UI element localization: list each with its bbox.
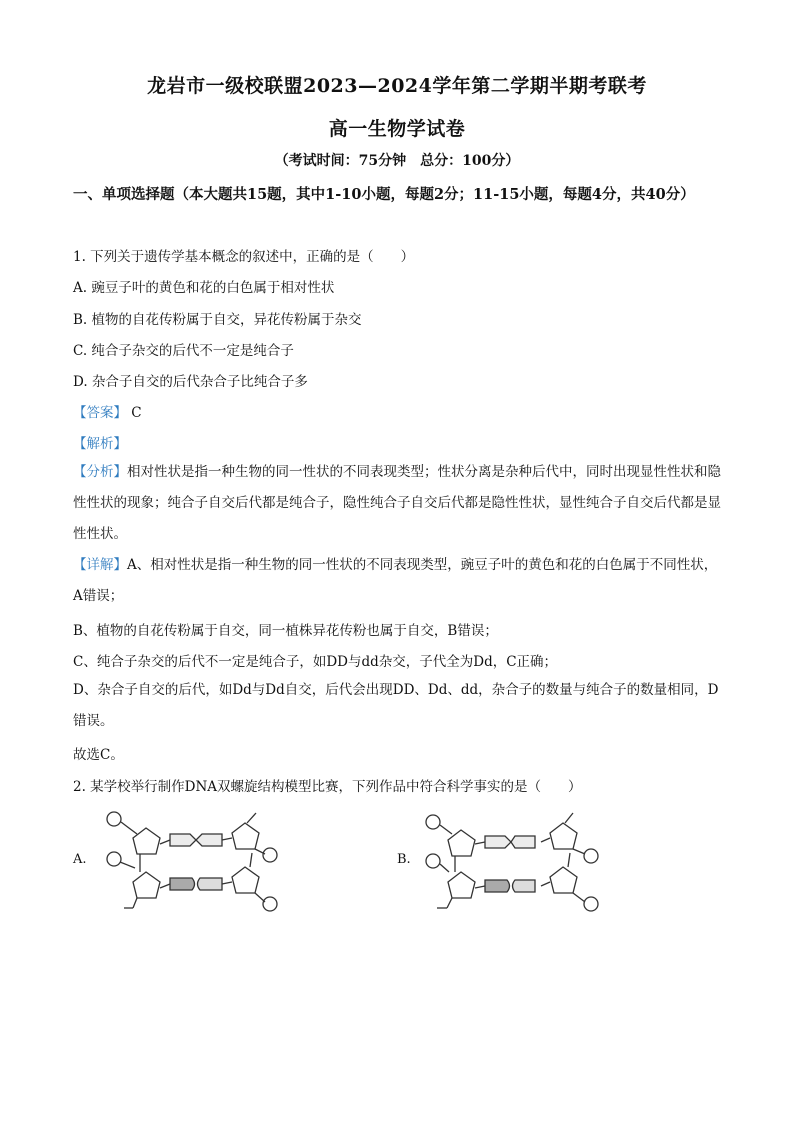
deoxyribose-icon — [550, 823, 577, 849]
deoxyribose-icon — [232, 823, 259, 849]
deoxyribose-icon — [133, 828, 160, 854]
deoxyribose-icon — [550, 867, 577, 893]
deoxyribose-icon — [448, 872, 475, 898]
xiangjie-tag: 【详解】 — [73, 557, 127, 573]
analysis-line — [73, 432, 127, 452]
fenxi-tag: 【分析】 — [73, 464, 127, 480]
dna-model-b-diagram — [423, 808, 603, 918]
deoxyribose-icon — [133, 872, 160, 898]
detail-b: B、植物的自花传粉属于自交，同一植株异花传粉也属于自交，B错误； — [73, 623, 498, 639]
question-1-stem: 1. 下列关于遗传学基本概念的叙述中，正确的是（ ） — [73, 249, 415, 265]
detail-c: C、纯合子杂交的后代不一定是纯合子，如DD与dd杂交，子代全为Dd，C正确； — [73, 654, 558, 670]
answer-value: C — [131, 405, 142, 421]
phosphate-icon — [107, 852, 121, 866]
answer-line — [73, 401, 142, 421]
conclusion: 故选C。 — [73, 747, 124, 763]
analysis-paragraph — [73, 457, 723, 550]
fenxi-text: 相对性状是指一种生物的同一性状的不同表现类型；性状分离是杂种后代中，同时出现显性性状和隐性性状的现象；纯合子自交后代都是纯合子，隐性纯合子自交后代都是隐性性状，显性纯合子自交后代都是显性性状。 — [73, 464, 721, 542]
exam-title: 龙岩市一级校联盟2023—2024学年第二学期半期考联考 — [147, 75, 647, 97]
detail-d: D、杂合子自交的后代，如Dd与Dd自交，后代会出现DD、Dd、dd，杂合子的数量与纯合子的数量相同，D错误。 — [73, 682, 719, 729]
phosphate-icon — [263, 897, 277, 911]
question-2-option-b-label: B. — [397, 852, 411, 867]
phosphate-icon — [584, 849, 598, 863]
detail-paragraph — [73, 550, 723, 612]
question-1-option-d: D. 杂合子自交的后代杂合子比纯合子多 — [73, 374, 308, 390]
phosphate-icon — [107, 812, 121, 826]
analysis-tag: 【解析】 — [73, 436, 127, 452]
answer-tag: 【答案】 — [73, 405, 127, 421]
exam-info: （考试时间：75分钟 总分：100分） — [274, 153, 520, 169]
phosphate-icon — [426, 854, 440, 868]
question-2-option-a-label: A. — [73, 852, 87, 867]
question-1-option-b: B. 植物的自花传粉属于自交，异花传粉属于杂交 — [73, 312, 362, 328]
question-1-option-a: A. 豌豆子叶的黄色和花的白色属于相对性状 — [73, 280, 335, 296]
section-heading: 一、单项选择题（本大题共15题，其中1-10小题，每题2分；11-15小题，每题4分，共40分） — [73, 186, 695, 203]
exam-subject: 高一生物学试卷 — [328, 118, 466, 140]
phosphate-icon — [584, 897, 598, 911]
deoxyribose-icon — [232, 867, 259, 893]
detail-a: A、相对性状是指一种生物的同一性状的不同表现类型，豌豆子叶的黄色和花的白色属于不同性状，A错误； — [73, 557, 718, 604]
dna-model-a-diagram — [100, 808, 280, 918]
phosphate-icon — [426, 815, 440, 829]
question-1-option-c: C. 纯合子杂交的后代不一定是纯合子 — [73, 343, 294, 359]
question-2-stem: 2. 某学校举行制作DNA双螺旋结构模型比赛，下列作品中符合科学事实的是（ ） — [73, 779, 582, 795]
phosphate-icon — [263, 848, 277, 862]
